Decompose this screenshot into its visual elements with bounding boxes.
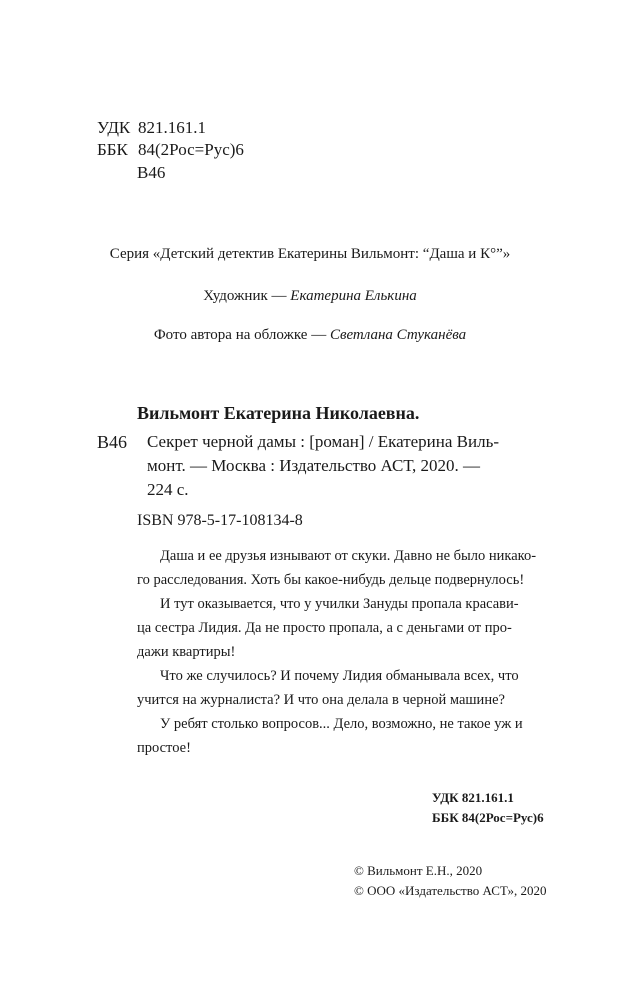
copyright-publisher: © ООО «Издательство АСТ», 2020 bbox=[354, 883, 547, 898]
bbk-label: ББК bbox=[97, 140, 128, 159]
annotation-line: ца сестра Лидия. Да не просто пропала, а с деньгами от про- bbox=[137, 620, 512, 636]
card-line-1: Секрет черной дамы : [роман] / Екатерина Виль- bbox=[147, 432, 500, 451]
bottom-udk: УДК 821.161.1 bbox=[432, 790, 514, 805]
annotation-line: простое! bbox=[137, 740, 191, 756]
artist-line bbox=[0, 288, 620, 305]
artist-label: Художник — bbox=[203, 288, 291, 304]
author-mark: В46 bbox=[137, 163, 166, 182]
card-line-3: 224 с. bbox=[147, 480, 189, 499]
bottom-bbk: ББК 84(2Рос=Рус)6 bbox=[432, 810, 544, 825]
annotation-line: Что же случилось? И почему Лидия обманывала всех, что bbox=[160, 668, 519, 684]
isbn: ISBN 978-5-17-108134-8 bbox=[137, 512, 303, 529]
card-author: Вильмонт Екатерина Николаевна. bbox=[137, 403, 420, 423]
udk-label: УДК bbox=[97, 118, 131, 137]
annotation-line: Даша и ее друзья изнывают от скуки. Давно не было никако- bbox=[160, 548, 537, 564]
copyright-author: © Вильмонт Е.Н., 2020 bbox=[354, 863, 483, 878]
bbk-value: 84(2Рос=Рус)6 bbox=[138, 140, 244, 159]
series-line: Серия «Детский детектив Екатерины Вильмонт: “Даша и К°”» bbox=[109, 246, 511, 262]
udk-line bbox=[97, 118, 206, 138]
annotation-line: учится на журналиста? И что она делала в черной машине? bbox=[137, 692, 505, 708]
annotation-line: И тут оказывается, что у училки Зануды пропала красави- bbox=[160, 596, 519, 612]
photo-label: Фото автора на обложке — bbox=[153, 327, 330, 343]
udk-value: 821.161.1 bbox=[138, 118, 206, 137]
artist-name: Екатерина Елькина bbox=[290, 288, 417, 304]
annotation-line: го расследования. Хоть бы какое-нибудь дельце подвернулось! bbox=[137, 572, 525, 588]
photo-name: Светлана Стуканёва bbox=[329, 327, 467, 343]
bbk-line bbox=[97, 140, 244, 160]
photo-line bbox=[0, 327, 620, 344]
card-line-2: монт. — Москва : Издательство АСТ, 2020. — bbox=[147, 456, 480, 475]
card-code: В46 bbox=[97, 432, 128, 452]
annotation-line: дажи квартиры! bbox=[137, 644, 236, 660]
annotation-line: У ребят столько вопросов... Дело, возможно, не такое уж и bbox=[160, 716, 523, 732]
